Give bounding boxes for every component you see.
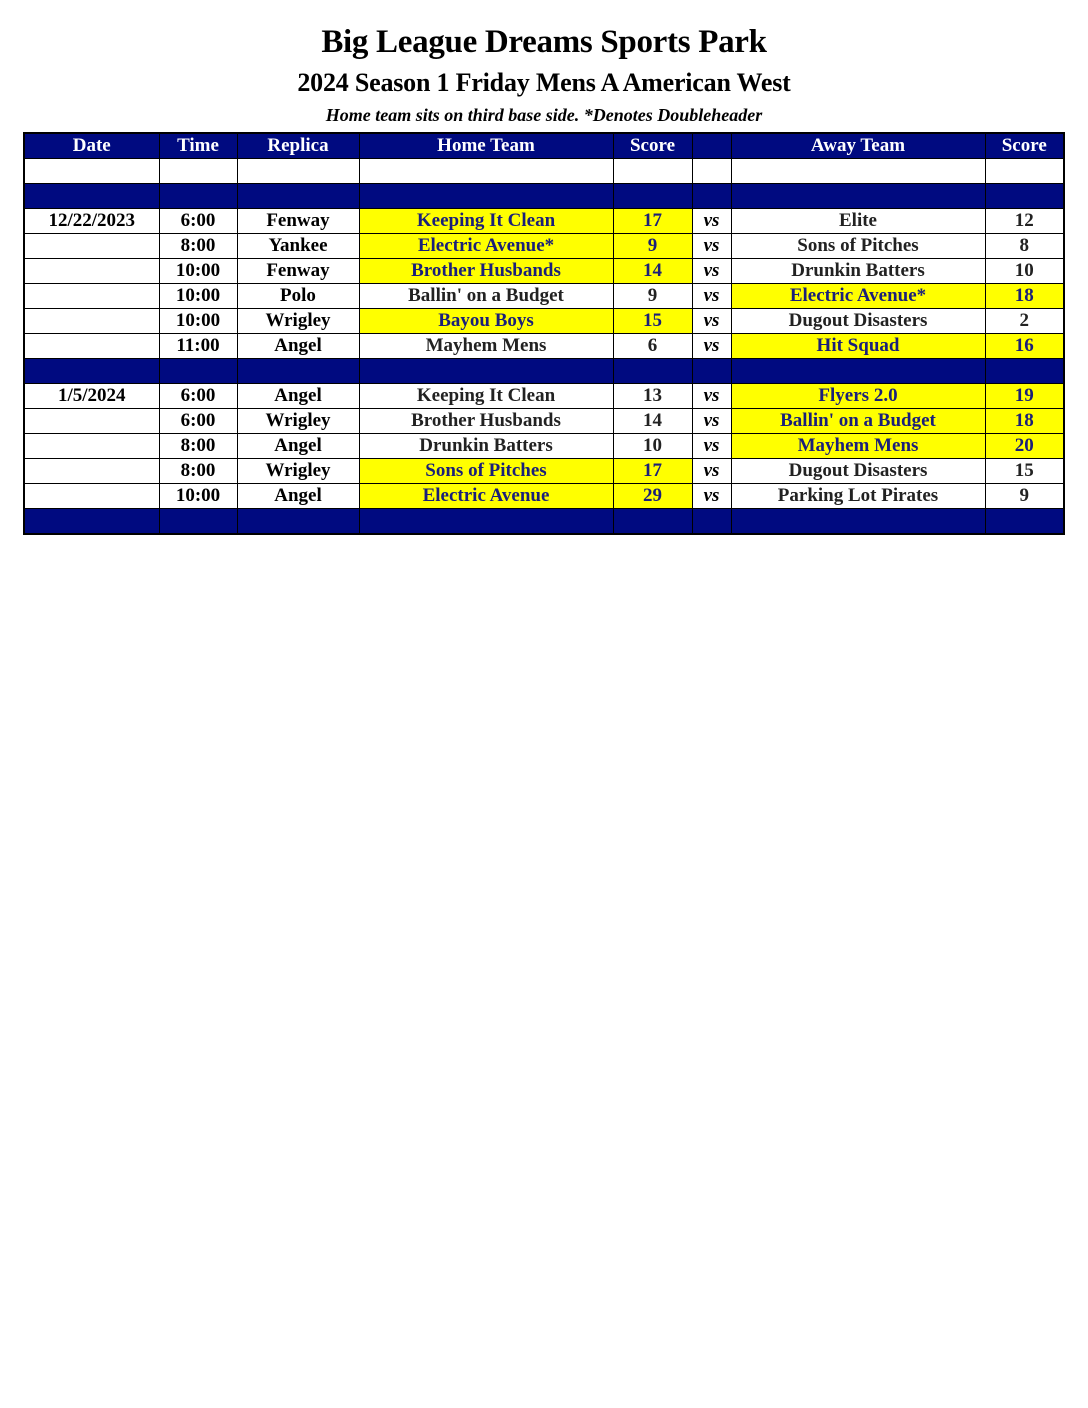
cell-vs: vs	[692, 259, 731, 284]
cell-away-score: 8	[985, 234, 1064, 259]
cell-time: 10:00	[159, 284, 237, 309]
header-row	[24, 133, 1064, 159]
cell-home-score: 17	[613, 459, 692, 484]
cell-time: 6:00	[159, 209, 237, 234]
game-row	[24, 409, 1064, 434]
game-row	[24, 284, 1064, 309]
cell-away-score: 18	[985, 409, 1064, 434]
cell-home-score: 29	[613, 484, 692, 509]
cell-away-score: 19	[985, 384, 1064, 409]
cell-date	[24, 434, 159, 459]
cell-away-team: Dugout Disasters	[731, 309, 985, 334]
cell-home-score: 14	[613, 259, 692, 284]
cell-replica: Fenway	[237, 259, 359, 284]
cell-time: 10:00	[159, 484, 237, 509]
cell-date	[24, 309, 159, 334]
cell-replica: Angel	[237, 434, 359, 459]
header-time: Time	[159, 133, 237, 159]
game-row	[24, 234, 1064, 259]
schedule-table	[23, 132, 1065, 535]
cell-time: 8:00	[159, 234, 237, 259]
game-row	[24, 434, 1064, 459]
cell-home-team: Brother Husbands	[359, 259, 613, 284]
cell-time: 8:00	[159, 434, 237, 459]
header-vs	[692, 133, 731, 159]
game-row	[24, 259, 1064, 284]
cell-time: 6:00	[159, 409, 237, 434]
schedule-body	[24, 159, 1064, 535]
cell-home-team: Sons of Pitches	[359, 459, 613, 484]
cell-home-score: 15	[613, 309, 692, 334]
cell-away-score: 9	[985, 484, 1064, 509]
cell-date	[24, 284, 159, 309]
cell-home-team: Bayou Boys	[359, 309, 613, 334]
cell-away-team: Parking Lot Pirates	[731, 484, 985, 509]
cell-away-team: Flyers 2.0	[731, 384, 985, 409]
cell-away-score: 15	[985, 459, 1064, 484]
cell-replica: Yankee	[237, 234, 359, 259]
game-row	[24, 309, 1064, 334]
cell-date: 1/5/2024	[24, 384, 159, 409]
cell-date	[24, 334, 159, 359]
game-row	[24, 384, 1064, 409]
cell-replica: Wrigley	[237, 309, 359, 334]
cell-time: 8:00	[159, 459, 237, 484]
cell-away-team: Electric Avenue*	[731, 284, 985, 309]
cell-away-score: 2	[985, 309, 1064, 334]
cell-home-score: 13	[613, 384, 692, 409]
cell-away-team: Drunkin Batters	[731, 259, 985, 284]
cell-home-score: 14	[613, 409, 692, 434]
divider-band	[24, 509, 1064, 535]
cell-replica: Wrigley	[237, 459, 359, 484]
game-row	[24, 484, 1064, 509]
cell-vs: vs	[692, 309, 731, 334]
cell-replica: Fenway	[237, 209, 359, 234]
cell-away-team: Hit Squad	[731, 334, 985, 359]
cell-vs: vs	[692, 234, 731, 259]
header-home-score: Score	[613, 133, 692, 159]
cell-home-team: Electric Avenue	[359, 484, 613, 509]
cell-replica: Polo	[237, 284, 359, 309]
cell-date	[24, 259, 159, 284]
cell-date	[24, 234, 159, 259]
cell-date	[24, 459, 159, 484]
cell-away-team: Ballin' on a Budget	[731, 409, 985, 434]
cell-away-score: 12	[985, 209, 1064, 234]
cell-away-team: Dugout Disasters	[731, 459, 985, 484]
cell-home-team: Brother Husbands	[359, 409, 613, 434]
cell-home-team: Mayhem Mens	[359, 334, 613, 359]
cell-home-score: 6	[613, 334, 692, 359]
cell-replica: Angel	[237, 334, 359, 359]
cell-home-team: Keeping It Clean	[359, 384, 613, 409]
header-replica: Replica	[237, 133, 359, 159]
header-date: Date	[24, 133, 159, 159]
header-home-team: Home Team	[359, 133, 613, 159]
cell-date: 12/22/2023	[24, 209, 159, 234]
header-away-team: Away Team	[731, 133, 985, 159]
cell-away-score: 16	[985, 334, 1064, 359]
game-row	[24, 459, 1064, 484]
cell-home-team: Ballin' on a Budget	[359, 284, 613, 309]
cell-away-score: 18	[985, 284, 1064, 309]
cell-away-score: 10	[985, 259, 1064, 284]
cell-away-team: Mayhem Mens	[731, 434, 985, 459]
divider-band	[24, 184, 1064, 209]
cell-replica: Angel	[237, 484, 359, 509]
page-subtitle: 2024 Season 1 Friday Mens A American West	[297, 68, 791, 97]
game-row	[24, 334, 1064, 359]
cell-away-score: 20	[985, 434, 1064, 459]
cell-vs: vs	[692, 484, 731, 509]
cell-vs: vs	[692, 409, 731, 434]
cell-home-score: 9	[613, 234, 692, 259]
cell-time: 10:00	[159, 309, 237, 334]
cell-vs: vs	[692, 334, 731, 359]
cell-home-score: 10	[613, 434, 692, 459]
cell-home-team: Electric Avenue*	[359, 234, 613, 259]
cell-home-score: 9	[613, 284, 692, 309]
cell-date	[24, 484, 159, 509]
cell-vs: vs	[692, 284, 731, 309]
page-title: Big League Dreams Sports Park	[321, 24, 767, 60]
cell-vs: vs	[692, 434, 731, 459]
cell-date	[24, 409, 159, 434]
schedule-note: Home team sits on third base side. *Denotes Doubleheader	[325, 105, 763, 125]
cell-home-team: Keeping It Clean	[359, 209, 613, 234]
cell-away-team: Sons of Pitches	[731, 234, 985, 259]
spacer-row	[24, 159, 1064, 184]
cell-vs: vs	[692, 384, 731, 409]
cell-replica: Angel	[237, 384, 359, 409]
header-away-score: Score	[985, 133, 1064, 159]
cell-replica: Wrigley	[237, 409, 359, 434]
cell-time: 11:00	[159, 334, 237, 359]
cell-home-team: Drunkin Batters	[359, 434, 613, 459]
game-row	[24, 209, 1064, 234]
cell-away-team: Elite	[731, 209, 985, 234]
cell-time: 10:00	[159, 259, 237, 284]
cell-home-score: 17	[613, 209, 692, 234]
divider-band	[24, 359, 1064, 384]
cell-time: 6:00	[159, 384, 237, 409]
cell-vs: vs	[692, 459, 731, 484]
cell-vs: vs	[692, 209, 731, 234]
